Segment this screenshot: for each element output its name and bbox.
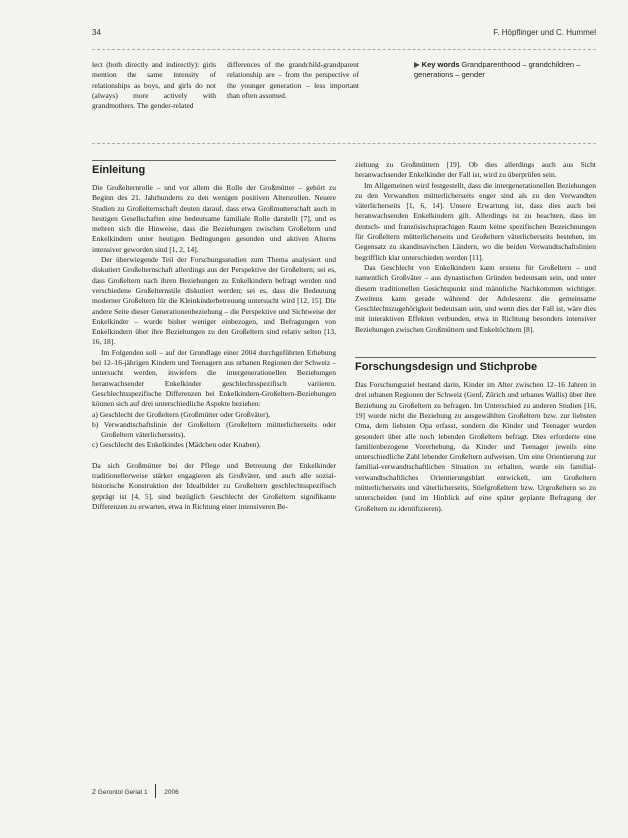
abstract-text-1: lect (both directly and indirectly): girls mention the same intensity of relationships as boys, and girls do not (always) more actively with grandmothers. The gender-related	[92, 60, 216, 111]
section-rule	[355, 357, 596, 358]
abstract-column-2	[227, 60, 359, 101]
section-heading-forschungsdesign: Forschungsdesign und Stichprobe	[355, 361, 538, 374]
paragraph: Die Großelternrolle – und vor allem die Rolle der Großmütter – gehört zu Beginn des 21. Jahrhunderts zu den wenigen positiven Altersrollen. Neuere Studien zu Großelternschaft deuten darauf, dass etwa Großmutterschaft auch in heutigen Gesellschaften eine bedeutsame familiale Rolle darstellt [7], und es mehren sich die Hinweise, dass die Beziehungen zwischen Großeltern und Enkelkindern unter heutigen Bedingungen gesunden und aktiven Alterns intensiver geworden sind [1, 2, 14].	[92, 183, 336, 254]
abstract-dashed-rule	[92, 143, 596, 144]
paragraph: Im Allgemeinen wird festgestellt, dass die intergenerationellen Beziehungen zu den Verwandten mütterlicherseits enger sind als zu den Verwandten väterlicherseits [1, 6, 14]. Unsere Erwartung ist, dass dies auch bei heranwachsenden Enkelkindern gilt. Allerdings ist zu beachten, dass im deutsch- und französischsprachigen Raum keine spezifischen Bezeichnungen für Großeltern mütterlicherseits und Großeltern väterlicherseits bestehen, im Gegensatz zu skandinavischen Ländern, wo die beiden Verwandtschaftslinien begrifflich klar unterschieden werden [11].	[355, 180, 596, 262]
section-heading-einleitung: Einleitung	[92, 164, 146, 176]
section-rule	[92, 160, 336, 161]
right-text-column	[355, 160, 596, 514]
page-footer	[92, 784, 179, 798]
journal-year: 2006	[164, 789, 179, 796]
keywords-text: Grandparenthood – grandchildren – generations – gender	[414, 60, 581, 80]
aspect-list	[92, 410, 336, 451]
keywords-arrow-icon: ▶	[414, 60, 420, 69]
paragraph: Das Forschungsziel bestand darin, Kinder im Alter zwischen 12–16 Jahren in drei urbanen Regionen der Schweiz (Genf, Zürich und urbanes Wallis) über ihre Beziehung zu Großeltern zu befragen. Im Unterschied zu anderen Studien [16, 19] wurde nicht die Beziehung zu ausgewählten Großeltern bzw. zur liebsten Oma, dem liebsten Opa erfasst, sondern die Kinder und Teenager wurden gesondert über alle noch lebenden Großeltern befragt. Dies erforderte eine familienbezogene Vorerhebung, da Kinder und Teenager jeweils eine unterschiedliche Zahl lebender Großeltern aufweisen. Um eine Orientierung zur familial-verwandtschaftlichen Situation zu erhalten, wurde ein familial-verwandtschaftliches Orientierungsblatt entwickelt, um Großeltern mütterlicherseits und väterlicherseits, Stiefgroßeltern bzw. Urgroßeltern so zu unterscheiden (und im Hinblick auf eine später geplante Befragung der Großeltern zu identifizieren).	[355, 380, 596, 513]
header-dashed-rule	[92, 49, 596, 50]
abstract-text-2: differences of the grandchild-grandparent relationship are – from the perspective of the younger generation – less important than often assumed.	[227, 60, 359, 100]
page-number: 34	[92, 28, 101, 37]
paragraph: Der überwiegende Teil der Forschungsstudien zum Thema analysiert und diskutiert Großelternschaft allerdings aus der Perspektive der Großeltern; sei es, dass Großeltern nach ihren Beziehungen zu Enkelkindern befragt werden und verschiedene Großelternstile diskutiert werden; sei es, dass die Bedeutung moderner Großeltern für die Kleinkinderbetreuung untersucht wird [12, 15]. Die andere Seite dieser Generationenbeziehung – die Perspektive und Sichtweise der Enkelkinder – wurde bisher weniger einbezogen, und Befragungen von Enkelkindern über ihre Beziehungen zu den Großeltern sind relativ selten [13, 16, 18].	[92, 255, 336, 347]
running-authors: F. Höpflinger und C. Hummel	[493, 28, 596, 37]
list-item: a) Geschlecht der Großeltern (Großmütter oder Großväter),	[92, 409, 271, 419]
journal-name: Z Gerontol Geriat 1	[92, 789, 148, 796]
list-item: c) Geschlecht des Enkelkindes (Mädchen oder Knaben).	[92, 440, 261, 450]
list-item: b) Verwandtschaftslinie der Großeltern (Großeltern mütterlicherseits oder Großeltern väterlicherseits),	[92, 419, 336, 440]
abstract-column-1	[92, 60, 216, 111]
paragraph: ziehung zu Großmüttern [19]. Ob dies allerdings auch aus Sicht heranwachsender Enkelkinder der Fall ist, wird zu überprüfen sein.	[355, 160, 596, 180]
left-text-column	[92, 160, 336, 512]
keywords-label: Key words	[421, 60, 460, 69]
keywords-block	[414, 60, 596, 81]
footer-divider	[155, 784, 156, 798]
running-header	[92, 26, 596, 40]
paragraph: Da sich Großmütter bei der Pflege und Betreuung der Enkelkinder traditionellerweise stärker engagieren als Großväter, und auch alle sozial-historische Konstruktion der Idealbilder zu Großeltern geschlechtsspezifisch geprägt ist [4, 5], sind bezüglich Geschlecht der Großeltern signifikante Differenzen zu erwarten, etwa in Richtung einer intensiveren Be-	[92, 460, 336, 511]
paragraph: Das Geschlecht von Enkelkindern kann erstens für Großeltern – und namentlich Großväter – aus dynastischen Gründen bedeutsam sein, und unter diesem traditionellen Gesichtspunkt sind männliche Nachkommen wichtiger. Zweitens kann gerade während der Adoleszenz die gemeinsame Geschlechtszugehörigkeit bedeutsam sein, und wenn dies der Fall ist, wäre dies mit interaktiven Effekten verbunden, etwa in Richtung besonders intensiver Beziehungen zwischen Großmüttern und Enkeltöchtern [8].	[355, 262, 596, 334]
paragraph: Im Folgenden soll – auf der Grundlage einer 2004 durchgeführten Erhebung bei 12–16-jährigen Kindern und Teenagern aus urbanen Regionen der Schweiz – untersucht werden, inwiefern die intergenerationellen Beziehungen heranwachsender Enkelkinder geschlechtsspezifisch variieren. Geschlechtsspezifische Differenzen bei Enkelkindern-Großeltern-Beziehungen können sich auf drei unterschiedliche Aspekte beziehen:	[92, 347, 336, 409]
